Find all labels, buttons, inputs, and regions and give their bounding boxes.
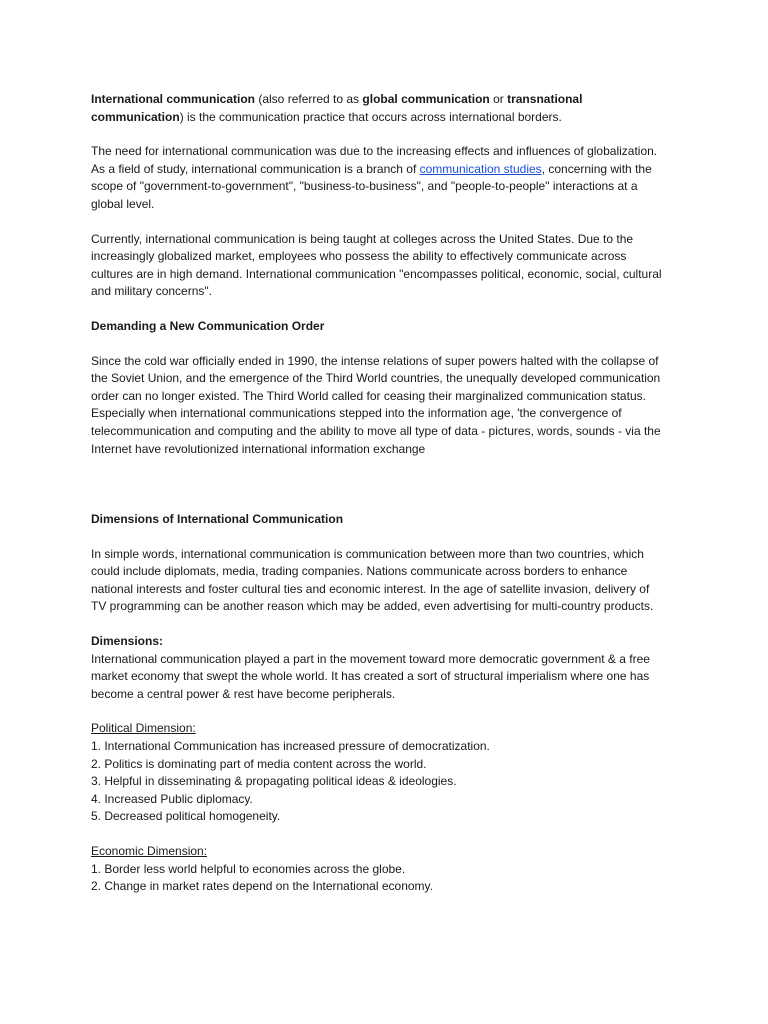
- political-dimension-list: [91, 738, 666, 826]
- dimensions-heading: Dimensions of International Communication: [91, 512, 344, 527]
- intro-alt-term-1: global communication: [362, 92, 490, 106]
- intro-alt-term-2: transnational communication: [91, 92, 583, 124]
- dimensions-label: Dimensions:: [91, 634, 164, 649]
- intro-text-2: or: [489, 92, 508, 106]
- list-item: 4. Increased Public diplomacy.: [91, 791, 253, 806]
- list-item: 5. Decreased political homogeneity.: [91, 809, 281, 824]
- communication-studies-link[interactable]: communication studies: [419, 161, 542, 176]
- need-paragraph: [91, 143, 666, 213]
- intro-text-3: ) is the communication practice that occurs across international borders.: [179, 109, 562, 124]
- document-body: [91, 91, 666, 896]
- dimensions-paragraph: International communication played a part in the movement toward more democratic government & a free market economy that swept the whole world. It has created a sort of structural imperialism where one has become a central power & rest have become peripherals.: [91, 651, 650, 701]
- list-item: 1. International Communication has increased pressure of democratization.: [91, 739, 490, 754]
- list-item: 2. Change in market rates depend on the International economy.: [91, 879, 433, 894]
- political-dimension-heading: Political Dimension:: [91, 721, 196, 736]
- need-text-1: The need for international communication was due to the increasing effects and influences of globalization. As a field of study, international communication is a branch of: [91, 144, 658, 176]
- new-order-paragraph: Since the cold war officially ended in 1990, the intense relations of super powers halted with the collapse of the Soviet Union, and the emergence of the Third World countries, the unequally developed communication order can no longer existed. The Third World called for ceasing their marginalized communication status. Especially when international communications stepped into the information age, 'the convergence of telecommunication and computing and the ability to move all type of data - pictures, words, sounds - via the Internet have revolutionized international information exchange: [91, 353, 661, 456]
- intro-term: International communication: [91, 92, 256, 106]
- new-order-heading: Demanding a New Communication Order: [91, 318, 325, 333]
- economic-dimension-heading: Economic Dimension:: [91, 844, 208, 858]
- economic-dimension-list: [91, 861, 666, 896]
- list-item: 3. Helpful in disseminating & propagating political ideas & ideologies.: [91, 774, 457, 789]
- intro-paragraph: [91, 91, 666, 126]
- intro-text-1: (also referred to as: [255, 92, 363, 106]
- dimensions-intro-paragraph: In simple words, international communication is communication between more than two countries, which could include diplomats, media, trading companies. Nations communicate across borders to enhance national interests and foster cultural ties and economic interest. In the age of satellite invasion, delivery of TV programming can be another reason which may be added, even advertising for multi-country products.: [91, 546, 654, 614]
- list-item: 1. Border less world helpful to economies across the globe.: [91, 861, 406, 876]
- list-item: 2. Politics is dominating part of media content across the world.: [91, 756, 427, 771]
- need-text-2: , concerning with the scope of "government-to-government", "business-to-business", and "people-to-people" interactions at a global level.: [91, 161, 652, 211]
- currently-paragraph: Currently, international communication is being taught at colleges across the United States. Due to the increasingly globalized market, employees who possess the ability to effectively communicate across cultures are in high demand. International communication "encompasses political, economic, social, cultural and military concerns".: [91, 231, 662, 299]
